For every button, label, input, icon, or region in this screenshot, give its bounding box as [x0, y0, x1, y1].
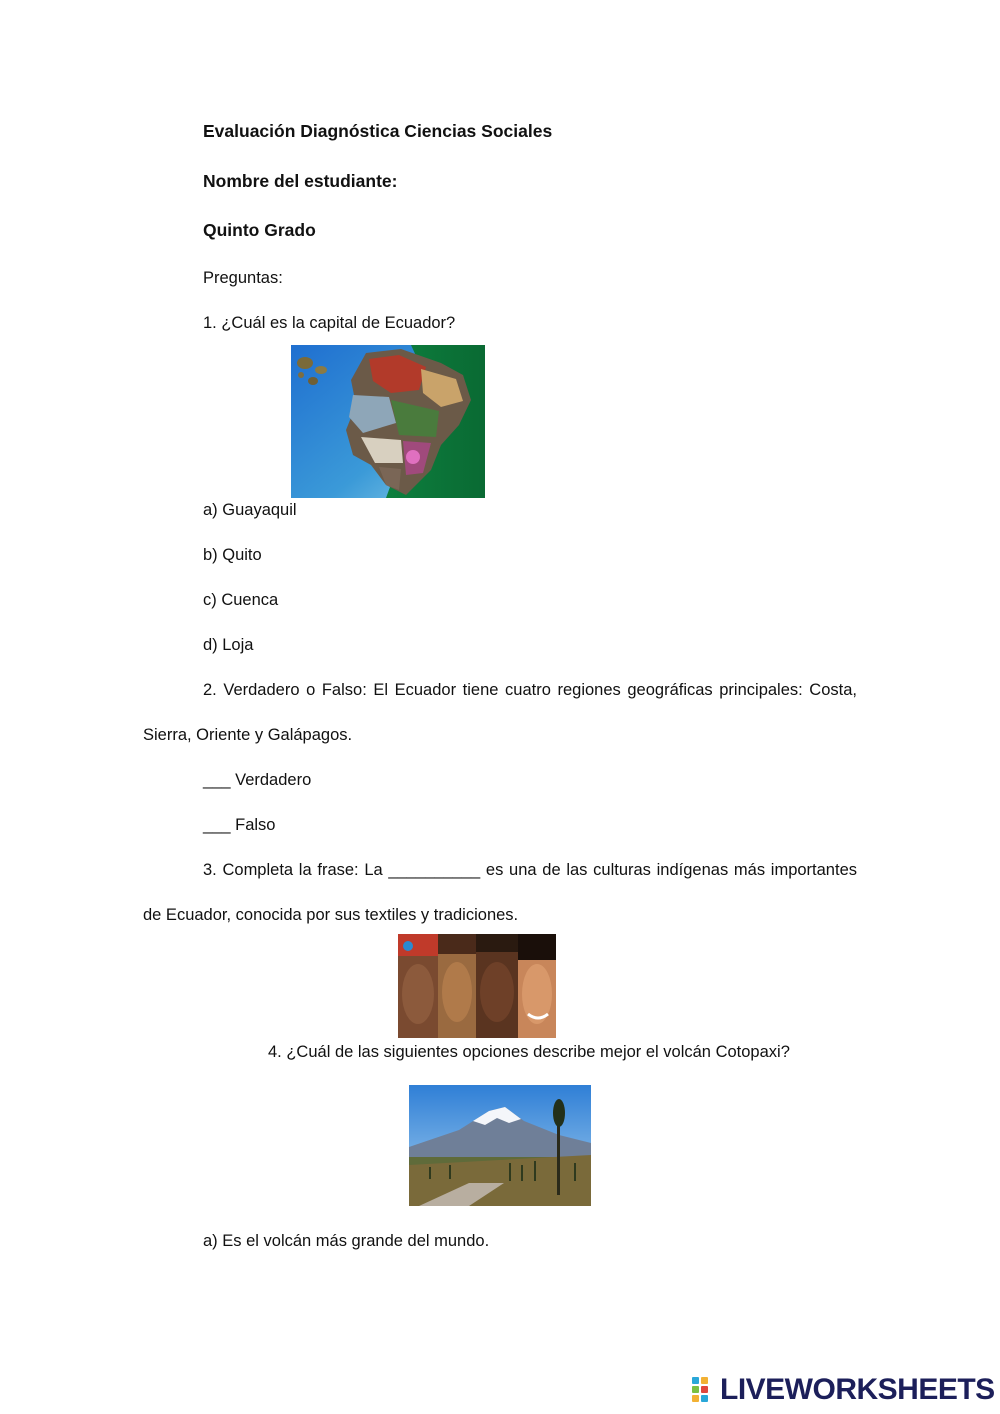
ecuador-map-image — [291, 345, 485, 498]
indigenous-faces-image — [398, 934, 556, 1038]
question-3-text-line2: de Ecuador, conocida por sus textiles y tradiciones. — [143, 906, 519, 924]
student-name-label: Nombre del estudiante: — [203, 171, 398, 191]
q1-option-d: d) Loja — [203, 636, 254, 654]
q1-option-b: b) Quito — [203, 546, 262, 564]
question-1-text: 1. ¿Cuál es la capital de Ecuador? — [203, 314, 456, 332]
q1-option-a: a) Guayaquil — [203, 501, 297, 519]
cotopaxi-volcano-image — [409, 1085, 591, 1206]
q2-option-true: ___ Verdadero — [203, 771, 312, 789]
question-2-text-line2: Sierra, Oriente y Galápagos. — [143, 726, 353, 744]
questions-label: Preguntas: — [203, 269, 283, 287]
q2-option-false: ___ Falso — [203, 816, 276, 834]
grade-label: Quinto Grado — [203, 220, 316, 240]
q1-option-c: c) Cuenca — [203, 591, 279, 609]
liveworksheets-logo — [692, 1374, 995, 1406]
logo-text: LIVEWORKSHEETS — [720, 1373, 995, 1406]
page-title: Evaluación Diagnóstica Ciencias Sociales — [203, 121, 553, 141]
q4-option-a: a) Es el volcán más grande del mundo. — [203, 1232, 490, 1250]
liveworksheets-mark-icon — [692, 1377, 718, 1403]
question-4-text: 4. ¿Cuál de las siguientes opciones describe mejor el volcán Cotopaxi? — [268, 1043, 790, 1061]
question-3-text-line1: 3. Completa la frase: La __________ es una de las culturas indígenas más importantes — [203, 861, 857, 879]
question-2-text-line1: 2. Verdadero o Falso: El Ecuador tiene cuatro regiones geográficas principales: Costa, — [203, 681, 857, 699]
